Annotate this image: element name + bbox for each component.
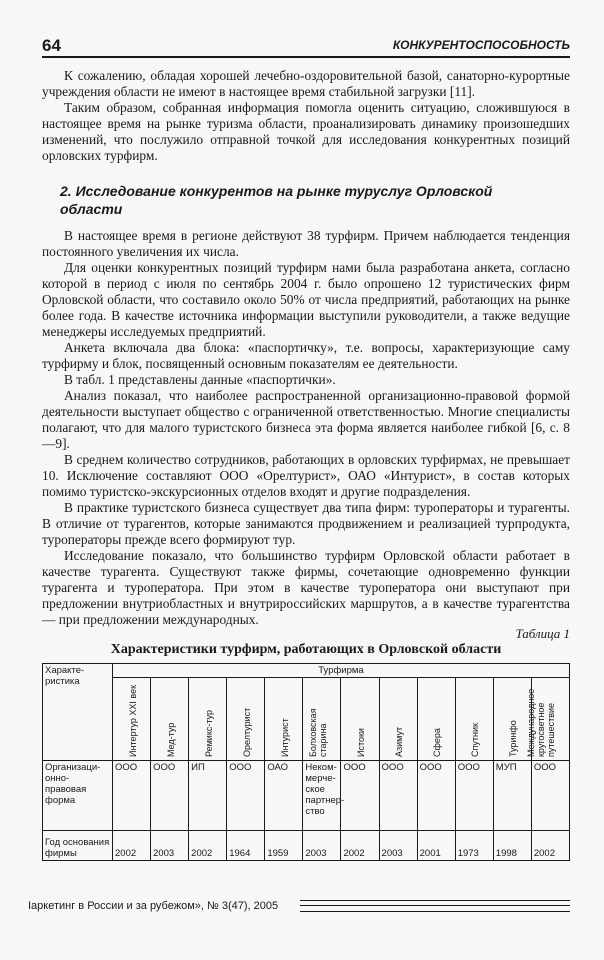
table-cell: 2003 — [151, 831, 189, 861]
table-cell: Неком-мерче-ское партнер-ство — [303, 761, 341, 831]
firm-name: Туринфо — [508, 720, 519, 757]
table-cell: 1959 — [265, 831, 303, 861]
row-label: Организаци-онно-правовая форма — [43, 761, 113, 831]
firm-header — [379, 678, 417, 761]
paragraph: Анализ показал, что наиболее распространенной организационно-правовой формой деятельности выступает общество с ограниченной ответственностью. Многие специалисты полагают, что для малого туристского бизнеса эта форма является наиболее гибкой [6, с. 8—9]. — [42, 388, 570, 451]
table-firms-row — [43, 678, 570, 761]
page-number: 64 — [42, 36, 61, 55]
table-cell: ОАО — [265, 761, 303, 831]
firm-name: Ремикс-тур — [203, 710, 214, 757]
firm-name: Мед-тур — [165, 722, 176, 757]
section-text — [42, 228, 570, 628]
footer-rule — [300, 911, 570, 912]
page-footer: Іаркетинг в России и за рубежом», № 3(47), 2005 — [28, 900, 279, 912]
table-label: Таблица 1 — [515, 626, 570, 641]
table-cell: ООО — [341, 761, 379, 831]
firm-header — [526, 678, 569, 761]
table-cell: 2001 — [417, 831, 455, 861]
table-cell: 2002 — [189, 831, 227, 861]
firm-header — [303, 678, 341, 761]
table-cell: ООО — [417, 761, 455, 831]
table-cell: 2003 — [379, 831, 417, 861]
section-heading: 2. Исследование конкурентов на рынке туруслуг Орловской области — [60, 183, 493, 217]
table-cell: 2002 — [341, 831, 379, 861]
paragraph: В практике туристского бизнеса существует два типа фирм: туроператоры и турагенты. В отличие от турагентов, которые занимаются продвижением и реализацией турпродукта, туроператоры прежде всего формируют тур. — [42, 500, 570, 547]
group-header: Турфирма — [113, 664, 570, 678]
firm-name: Спутник — [470, 723, 481, 757]
table-cell: ИП — [189, 761, 227, 831]
table-cell: ООО — [227, 761, 265, 831]
firm-header — [417, 678, 455, 761]
corner-header: Характе-ристика — [43, 664, 113, 761]
table-cell: ООО — [113, 761, 151, 831]
table-cell: ООО — [151, 761, 189, 831]
intro-text — [42, 68, 570, 164]
table-cell: МУП — [493, 761, 531, 831]
table-cell: ООО — [379, 761, 417, 831]
firm-name: Интурист — [279, 718, 290, 757]
paragraph: К сожалению, обладая хорошей лечебно-оздоровительной базой, санаторно-курортные учреждения области не имеют в настоящее время стабильной загрузки [11]. — [42, 68, 570, 99]
page-header — [42, 36, 570, 58]
paragraph: В настоящее время в регионе действуют 38 турфирм. Причем наблюдается тенденция постоянного увеличения их числа. — [42, 228, 570, 259]
table-cell: 1964 — [227, 831, 265, 861]
firm-header — [455, 678, 493, 761]
row-label: Год основания фирмы — [43, 831, 113, 861]
paragraph: В табл. 1 представлены данные «паспортички». — [64, 372, 336, 387]
firm-header — [227, 678, 265, 761]
paragraph: Для оценки конкурентных позиций турфирм нами была разработана анкета, согласно которой в период с июля по сентябрь 2004 г. было опрошено 12 туристических фирм Орловской области, что составило около 50% от числа предприятий, работающих на рынке более года. В качестве источника информации выступили руководители, а также ведущие менеджеры исследуемых предприятий. — [42, 260, 570, 339]
table-row — [43, 761, 570, 831]
table-cell: 1973 — [455, 831, 493, 861]
table-cell: ООО — [455, 761, 493, 831]
table-cell: 2003 — [303, 831, 341, 861]
paragraph: В среднем количество сотрудников, работающих в орловских турфирмах, не превышает 10. Исключение составляют ООО «Орелтурист», ОАО «Интурист», в состав которых помимо туристско-экскурсионных отделов входят и другие подразделения. — [42, 452, 570, 499]
firm-name: Международное кругосветное путешествие — [526, 688, 557, 757]
footer-rule — [300, 900, 570, 906]
table-cell: 1998 — [493, 831, 531, 861]
firm-header — [265, 678, 303, 761]
firm-header — [113, 678, 151, 761]
firm-header — [341, 678, 379, 761]
table-row — [43, 831, 570, 861]
table-title: Характеристики турфирм, работающих в Орловской области — [110, 642, 502, 657]
paragraph: Таким образом, собранная информация помогла оценить ситуацию, сложившуюся в настоящее время на рынке туризма области, проанализировать динамику произошедших изменений, что послужило отправной точкой для исследования конкурентных позиций орловских турфирм. — [42, 100, 570, 163]
firm-name: Орелтурист — [241, 707, 252, 757]
paragraph: Анкета включала два блока: «паспортичку», т.е. вопросы, характеризующие саму турфирму и блок, посвященный основным показателям ее деятельности. — [42, 340, 570, 371]
table-cell: 2002 — [113, 831, 151, 861]
firm-name: Болховская старина — [307, 708, 328, 757]
firm-header — [189, 678, 227, 761]
table-group-row — [43, 664, 570, 678]
running-title: КОНКУРЕНТОСПОСОБНОСТЬ — [392, 38, 570, 52]
firm-header — [151, 678, 189, 761]
paragraph: Исследование показало, что большинство турфирм Орловской области работает в качестве турагента. Существуют также фирмы, сочетающие одновременно функции турагента и туроператора. При этом в качестве туроператора они выступают при предложении внутриобластных и внутрироссийских маршрутов, а в качестве турагентства — при предложении международных. — [42, 548, 570, 627]
table-cell: ООО — [531, 761, 569, 831]
firm-name: Интертур XXI век — [127, 684, 138, 757]
firm-name: Сфера — [432, 728, 443, 757]
table-cell: 2002 — [531, 831, 569, 861]
firm-name: Истоки — [356, 728, 366, 757]
firm-name: Азимут — [394, 726, 405, 757]
firms-table — [42, 663, 570, 861]
